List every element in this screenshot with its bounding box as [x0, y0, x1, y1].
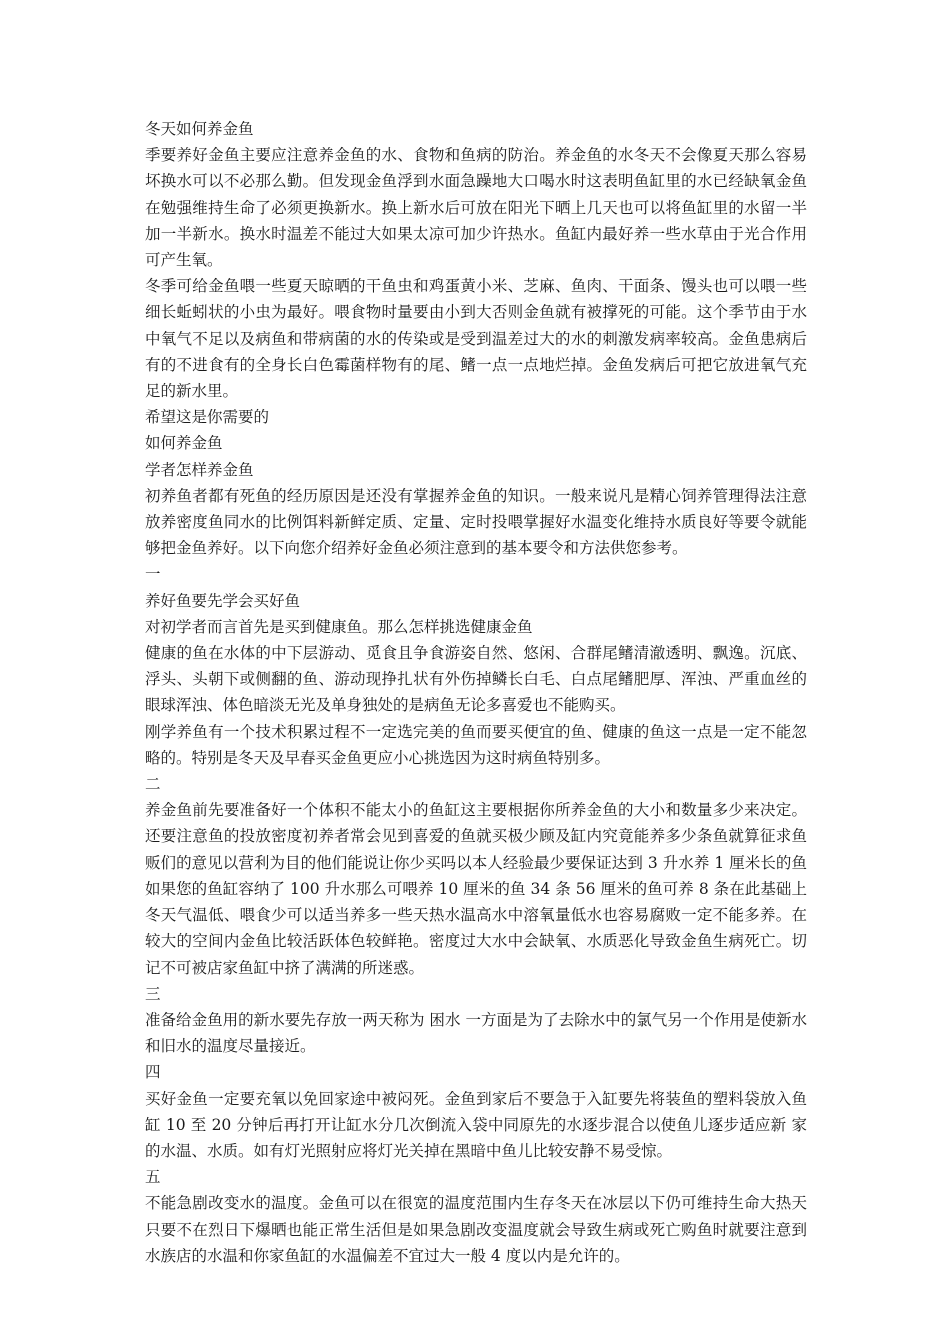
paragraph-beginner: 刚学养鱼有一个技术积累过程不一定选完美的鱼而要买便宜的鱼、健康的鱼这一点是一定不能忽略的。特别是冬天及早春买金鱼更应小心挑选因为这时病鱼特别多。: [145, 722, 807, 767]
document-body: [145, 116, 807, 1269]
section-heading-1: 养好鱼要先学会买好鱼: [145, 591, 301, 610]
paragraph-new-water: 准备给金鱼用的新水要先存放一两天称为 困水 一方面是为了去除水中的氯气另一个作用是使新水和旧水的温度尽量接近。: [145, 1010, 807, 1056]
section-number-3: 三: [145, 984, 161, 1003]
paragraph-food: 冬季可给金鱼喂一些夏天晾晒的干鱼虫和鸡蛋黄小米、芝麻、鱼肉、干面条、馒头也可以喂一些细长蚯蚓状的小虫为最好。喂食物时量要由小到大否则金鱼就有被撑死的可能。这个季节由于水中氧气不足以及病鱼和带病菌的水的传染或是受到温差过大的水的刺激发病率较高。金鱼患病后有的不进食有的全身长白色霉菌样物有的尾、鳍一点一点地烂掉。金鱼发病后可把它放进氧气充足的新水里。: [145, 277, 807, 401]
paragraph-temperature: 不能急剧改变水的温度。金鱼可以在很宽的温度范围内生存冬天在冰层以下仍可维持生命大热天只要不在烈日下爆晒也能正常生活但是如果急剧改变温度就会导致生病或死亡购鱼时就要注意到水族店的水温和你家鱼缸的水温偏差不宜过大一般 4 度以内是允许的。: [145, 1194, 807, 1265]
section-title: 如何养金鱼: [145, 434, 223, 453]
document-title: 冬天如何养金鱼: [145, 120, 254, 138]
paragraph-tank: 养金鱼前先要准备好一个体积不能太小的鱼缸这主要根据你所养金鱼的大小和数量多少来决定。还要注意鱼的投放密度初养者常会见到喜爱的鱼就买极少顾及缸内究竟能养多少条鱼就算征求鱼贩们的意见以营利为目的他们能说让你少买吗以本人经验最少要保证达到 3 升水养 1 厘米长的鱼如果您的鱼缸容纳了 100 升水那么可喂养 10 厘米的鱼 34 条 56 厘米的鱼可养 8 条在此基础上冬天气温低、喂食少可以适当养多一些天热水温高水中溶氧量低水也容易腐败一定不能多养。在较大的空间内金鱼比较活跃体色较鲜艳。密度过大水中会缺氧、水质恶化导致金鱼生病死亡。切记不可被店家鱼缸中挤了满满的所迷惑。: [145, 801, 807, 977]
paragraph-transport: 买好金鱼一定要充氧以免回家途中被闷死。金鱼到家后不要急于入缸要先将装鱼的塑料袋放入鱼缸 10 至 20 分钟后再打开让缸水分几次倒流入袋中同原先的水逐步混合以使鱼儿逐步适应新 家 的水温、水质。如有灯光照射应将灯光关掉在黑暗中鱼儿比较安静不易受惊。: [145, 1089, 807, 1160]
closing-line: 希望这是你需要的: [145, 408, 270, 427]
subsection-title: 学者怎样养金鱼: [145, 460, 254, 479]
section-number-4: 四: [145, 1063, 161, 1082]
paragraph-healthy-fish: 健康的鱼在水体的中下层游动、觅食且争食游姿自然、悠闲、合群尾鳍清澈透明、飘逸。沉底、浮头、头朝下或侧翻的鱼、游动现挣扎状有外伤掉鳞长白毛、白点尾鳍肥厚、浑浊、严重血丝的眼球浑浊、体色暗淡无光及单身独处的是病鱼无论多喜爱也不能购买。: [145, 644, 807, 715]
paragraph-intro: 初养鱼者都有死鱼的经历原因是还没有掌握养金鱼的知识。一般来说凡是精心饲养管理得法注意放养密度鱼同水的比例饵料新鲜定质、定量、定时投喂掌握好水温变化维持水质良好等要令就能够把金鱼养好。以下向您介绍养好金鱼必须注意到的基本要令和方法供您参考。: [145, 486, 807, 558]
section-number-5: 五: [145, 1168, 161, 1187]
paragraph-buy-question: 对初学者而言首先是买到健康鱼。那么怎样挑选健康金鱼: [145, 617, 533, 636]
paragraph-water: 季要养好金鱼主要应注意养金鱼的水、食物和鱼病的防治。养金鱼的水冬天不会像夏天那么容易坏换水可以不必那么勤。但发现金鱼浮到水面急躁地大口喝水时这表明鱼缸里的水已经缺氧金鱼在勉强维持生命了必须更换新水。换上新水后可放在阳光下晒上几天也可以将鱼缸里的水留一半加一半新水。换水时温差不能过大如果太凉可加少许热水。鱼缸内最好养一些水草由于光合作用可产生氧。: [145, 146, 807, 270]
section-number-1: 一: [145, 565, 161, 584]
section-number-2: 二: [145, 775, 161, 794]
